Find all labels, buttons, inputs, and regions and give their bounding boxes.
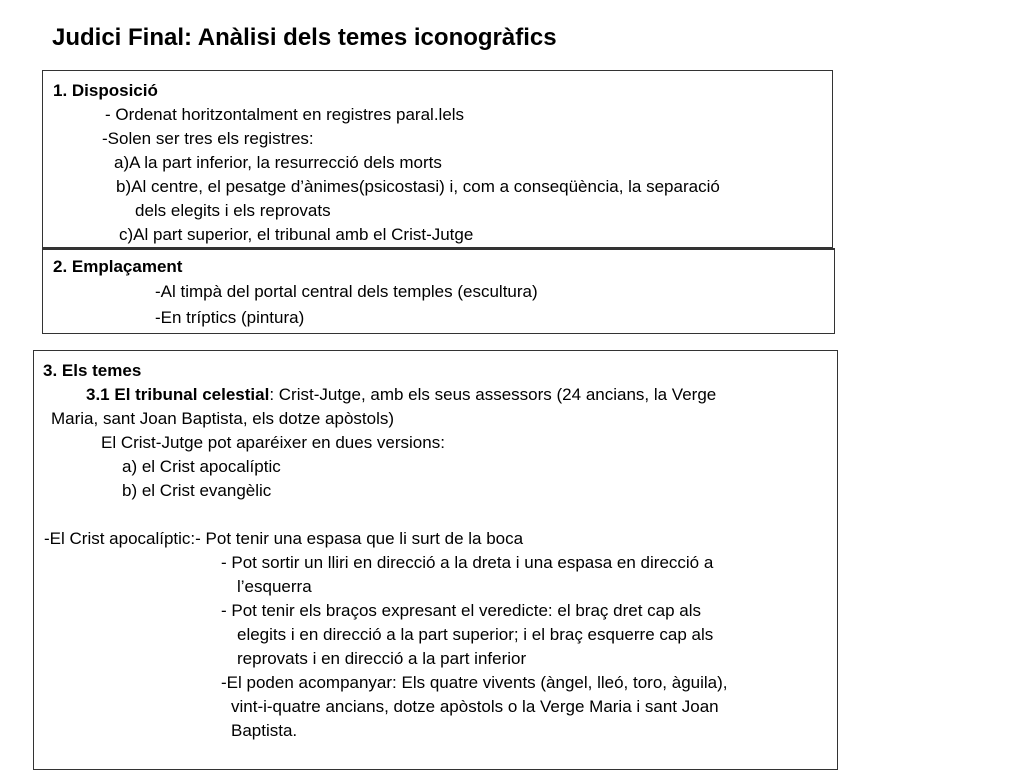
disposicio-line: - Ordenat horitzontalment en registres paral.lels bbox=[105, 105, 465, 124]
disposicio-heading: 1. Disposició bbox=[53, 81, 158, 100]
disposicio-line: c)Al part superior, el tribunal amb el Crist-Jutge bbox=[119, 225, 474, 244]
temes-line: El Crist-Jutge pot aparéixer en dues versions: bbox=[101, 433, 445, 452]
emplacament-line: -Al timpà del portal central dels temples (escultura) bbox=[155, 282, 538, 301]
temes-line: vint-i-quatre ancians, dotze apòstols o la Verge Maria i sant Joan bbox=[231, 697, 719, 716]
temes-line: -El poden acompanyar: Els quatre vivents (àngel, lleó, toro, àguila), bbox=[221, 673, 728, 692]
tribunal-celestial-text: : Crist-Jutge, amb els seus assessors (24 ancians, la Verge bbox=[269, 385, 717, 404]
disposicio-line: b)Al centre, el pesatge d’ànimes(psicostasi) i, com a conseqüència, la separació bbox=[116, 177, 720, 196]
temes-line: l’esquerra bbox=[237, 577, 312, 596]
emplacament-box bbox=[42, 248, 835, 334]
temes-line: a) el Crist apocalíptic bbox=[122, 457, 281, 476]
slide-title: Judici Final: Anàlisi dels temes iconogràfics bbox=[52, 24, 557, 51]
disposicio-line: a)A la part inferior, la resurrecció dels morts bbox=[114, 153, 442, 172]
disposicio-line: dels elegits i els reprovats bbox=[135, 201, 331, 220]
emplacament-line: -En tríptics (pintura) bbox=[155, 308, 305, 327]
emplacament-heading: 2. Emplaçament bbox=[53, 257, 183, 276]
disposicio-line: -Solen ser tres els registres: bbox=[102, 129, 314, 148]
temes-line: elegits i en direcció a la part superior; i el braç esquerre cap als bbox=[237, 625, 714, 644]
disposicio-box bbox=[42, 70, 833, 248]
temes-heading: 3. Els temes bbox=[43, 361, 142, 380]
tribunal-celestial-line bbox=[86, 385, 716, 405]
temes-line: Baptista. bbox=[231, 721, 298, 740]
temes-line: b) el Crist evangèlic bbox=[122, 481, 272, 500]
temes-box bbox=[33, 350, 838, 770]
temes-line: reprovats i en direcció a la part inferior bbox=[237, 649, 527, 668]
temes-line: -El Crist apocalíptic:- Pot tenir una espasa que li surt de la boca bbox=[44, 529, 524, 548]
tribunal-celestial-label: 3.1 El tribunal celestial bbox=[86, 385, 270, 404]
temes-line: Maria, sant Joan Baptista, els dotze apòstols) bbox=[51, 409, 395, 428]
temes-line: - Pot sortir un lliri en direcció a la dreta i una espasa en direcció a bbox=[221, 553, 714, 572]
temes-line: - Pot tenir els braços expresant el veredicte: el braç dret cap als bbox=[221, 601, 702, 620]
